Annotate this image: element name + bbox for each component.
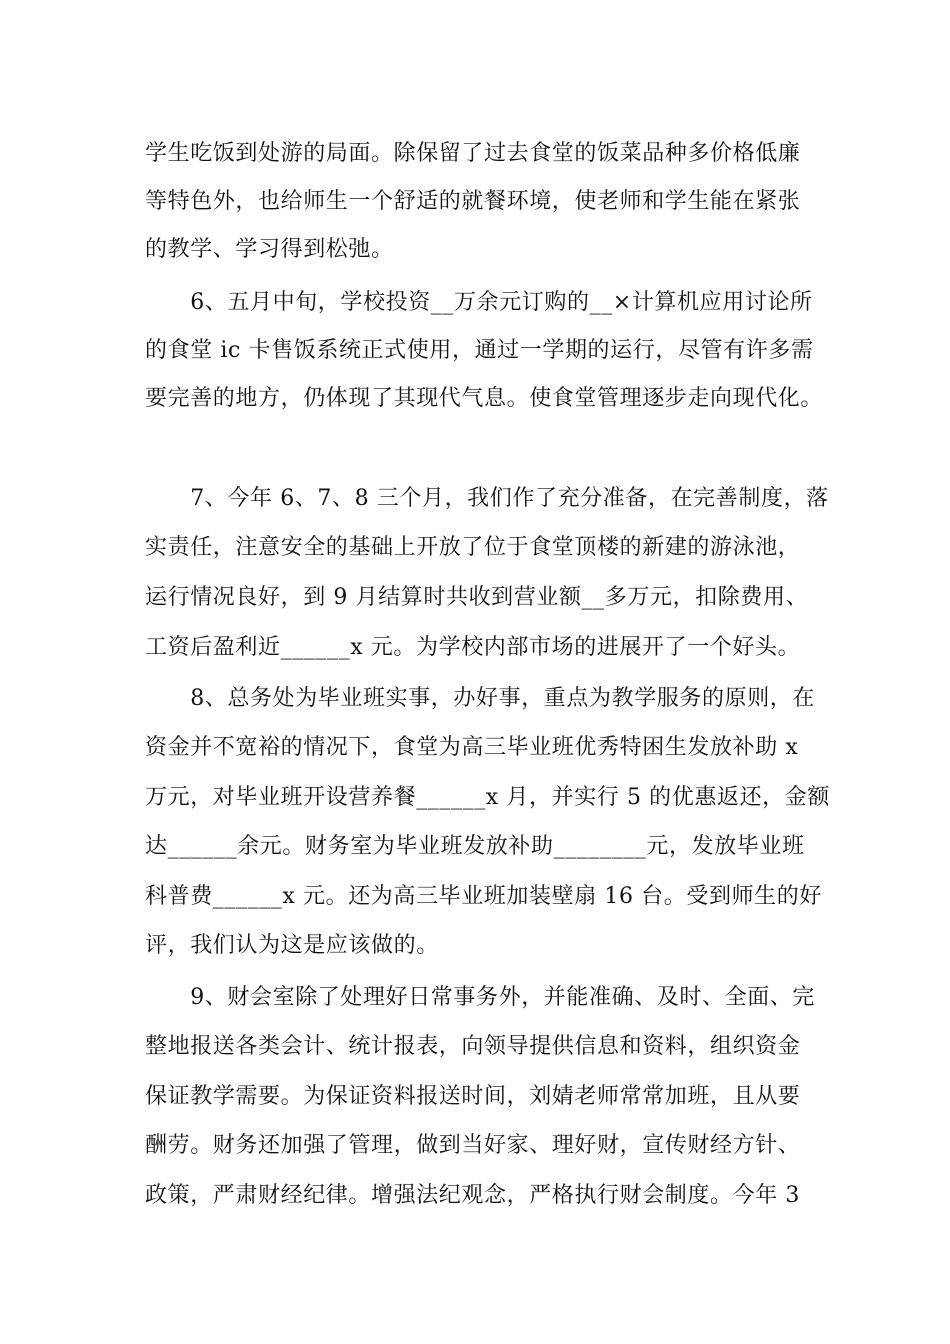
text-line: 资金并不宽裕的情况下，食堂为高三毕业班优秀特困生发放补助 x <box>145 735 799 760</box>
text-line: 工资后盈利近______x 元。为学校内部市场的进展开了一个好头。 <box>145 635 801 660</box>
text-line: 要完善的地方，仍体现了其现代气息。使食堂管理逐步走向现代化。 <box>145 386 824 411</box>
text-line: 保证教学需要。为保证资料报送时间，刘婧老师常常加班，且从要 <box>145 1084 801 1109</box>
text-line: 评，我们认为这是应该做的。 <box>145 933 439 958</box>
text-line: 达______余元。财务室为毕业班发放补助________元，发放毕业班 <box>145 834 805 859</box>
text-line: 等特色外，也给师生一个舒适的就餐环境，使老师和学生能在紧张 <box>145 189 801 214</box>
text-line: 的食堂 ic 卡售饭系统正式使用，通过一学期的运行，尽管有许多需 <box>145 338 814 363</box>
text-line: 实责任，注意安全的基础上开放了位于食堂顶楼的新建的游泳池， <box>145 535 801 560</box>
text-line: 政策，严肃财经纪律。增强法纪观念，严格执行财会制度。今年 3 <box>145 1183 800 1208</box>
text-line: 6、五月中旬，学校投资__万余元订购的__×计算机应用讨论所 <box>145 290 813 315</box>
text-line: 运行情况良好，到 9 月结算时共收到营业额__多万元，扣除费用、 <box>145 585 809 610</box>
text-line: 酬劳。财务还加强了管理，做到当好家、理好财，宣传财经方针、 <box>145 1133 801 1158</box>
text-line: 万元，对毕业班开设营养餐______x 月，并实行 5 的优惠返还，金额 <box>145 785 830 810</box>
text-line: 的教学、学习得到松弛。 <box>145 237 394 262</box>
text-line: 科普费______x 元。还为高三毕业班加装壁扇 16 台。受到师生的好 <box>145 884 822 909</box>
text-line: 9、财会室除了处理好日常事务外，并能准确、及时、全面、完 <box>145 985 815 1010</box>
text-line: 整地报送各类会计、统计报表，向领导提供信息和资料，组织资金 <box>145 1034 801 1059</box>
text-line: 学生吃饭到处游的局面。除保留了过去食堂的饭菜品种多价格低廉 <box>145 141 801 166</box>
text-line: 7、今年 6、7、8 三个月，我们作了充分准备，在完善制度，落 <box>145 486 829 511</box>
text-line: 8、总务处为毕业班实事，办好事，重点为教学服务的原则，在 <box>145 686 815 711</box>
